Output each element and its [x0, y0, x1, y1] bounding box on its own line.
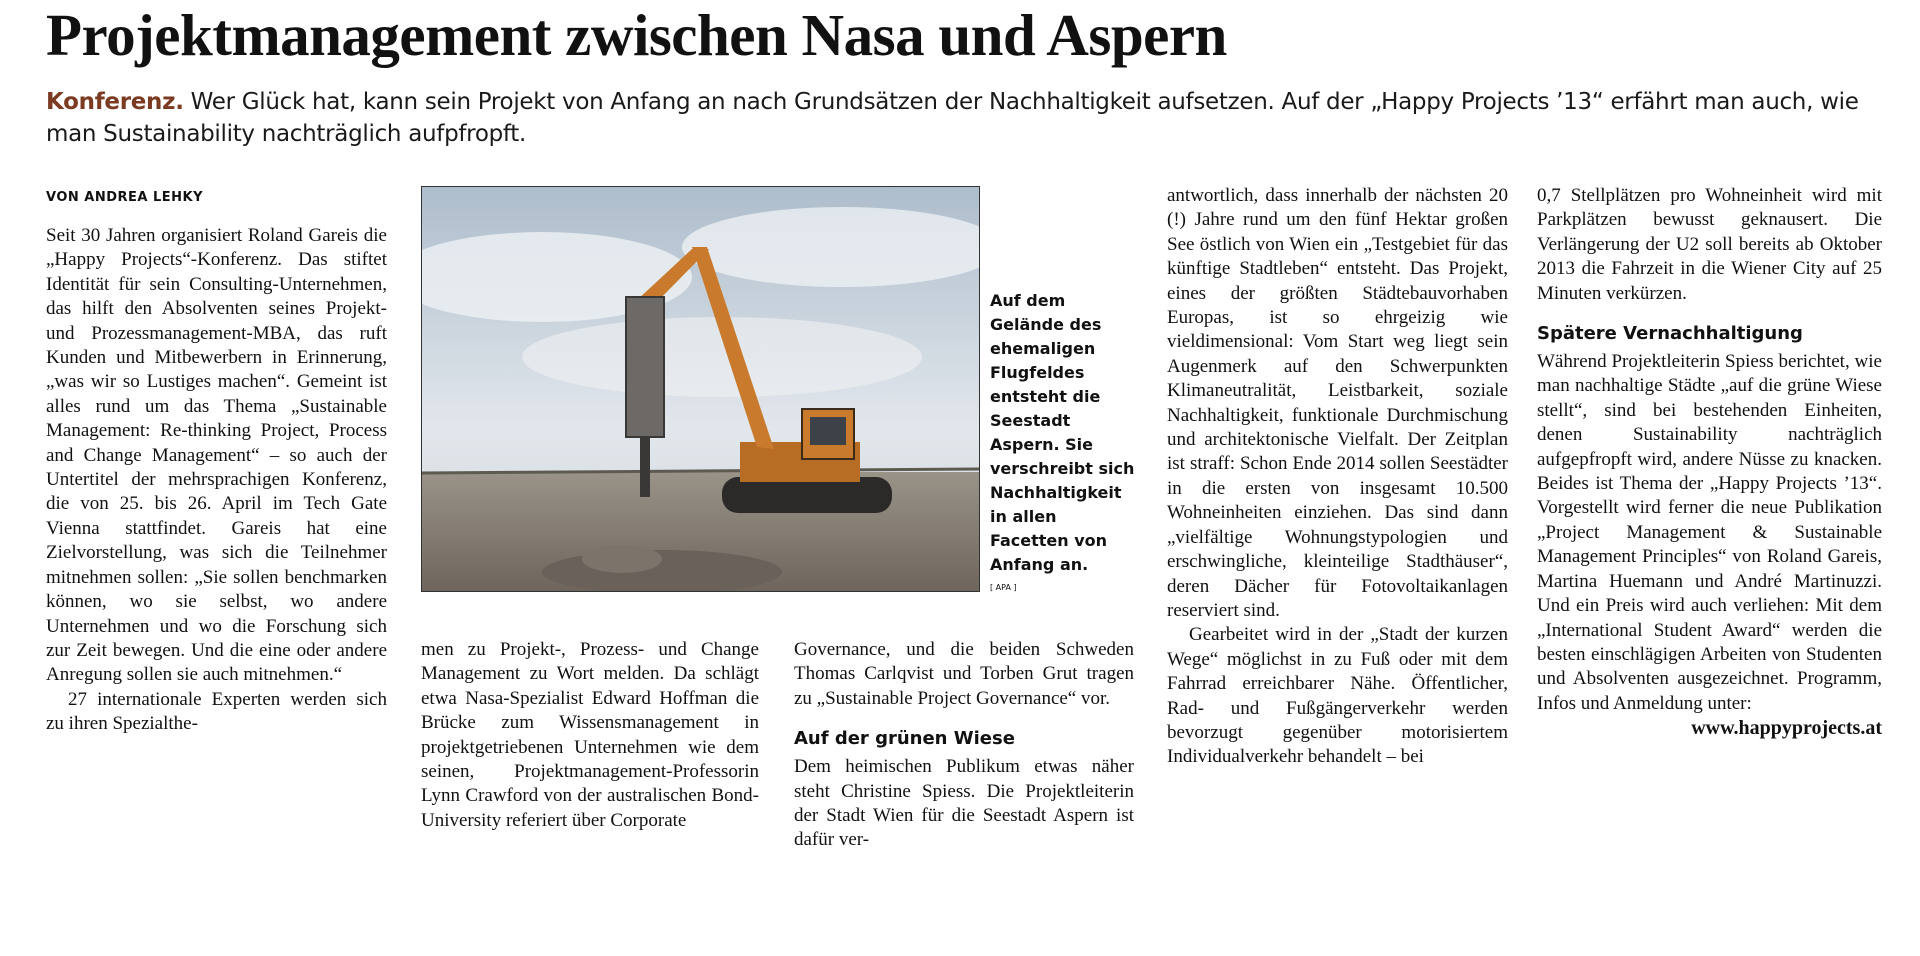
paragraph: Seit 30 Jahren organisiert Roland Gareis die „Happy Projects“-Konferenz. Das stiftet Identität für sein Consulting-Unternehmen, das hilft den Absolventen seines Projekt- und Prozessmanagement-MBA, das ruft Kunden und Mitbewerbern in Erinnerung, „was wir so Lustiges machen“. Gemeint ist alles rund um das Thema „Sustainable Management: Re-thinking Project, Process and Change Management“ – so auch der Untertitel der mehrsprachigen Konferenz, die von 25. bis 26. April im Tech Gate Vienna stattfindet. Gareis hat eine Zielvorstellung, was sich die Teilnehmer mitnehmen sollen: „Sie sollen benchmarken können, wo sie selbst, wo andere Unternehmen und wo die Forschung sich zur Zeit bewegen. Und die eine oder andere Anregung sollen sie auch mitnehmen.“ — [46, 225, 387, 686]
paragraph: Gearbeitet wird in der „Stadt der kurzen Wege“ möglichst in zu Fuß oder mit dem Fahrrad erreichbarer Nähe. Öffentlicher, Rad- und Fußgängerverkehr werden bevorzugt gegenüber motorisiertem Individualverkehr behandelt – bei — [1167, 624, 1508, 768]
paragraph: antwortlich, dass innerhalb der nächsten 20 (!) Jahre rund um den fünf Hektar großen See östlich von Wien ein „Testgebiet für das künftige Stadtleben“ entsteht. Das Projekt, eines der größten Städtebauvorhaben Europas, ist so ehrgeizig wie vieldimensional: Vom Start weg liegt sein Augenmerk auf den Schwerpunkten Klimaneutralität, Leistbarkeit, soziale Nachhaltigkeit, funktionale Durchmischung und architektonische Vielfalt. Der Zeitplan ist straff: Schon Ende 2014 sollen Seestädter in die ersten von insgesamt 10.500 Wohneinheiten einziehen. Das sind dann „vielfältige Wohnungstypologien und erschwingliche, kleinteilige Stadthäuser“, deren Dächer für Fotovoltaikanlagen reserviert sind. — [1167, 185, 1508, 621]
paragraph: 27 internationale Experten werden sich zu ihren Spezialthe- — [46, 688, 387, 735]
website-link[interactable]: www.happyprojects.at — [1691, 717, 1882, 740]
column-2 — [421, 638, 759, 833]
subheading: Auf der grünen Wiese — [794, 728, 1015, 750]
photo-credit: [ APA ] — [990, 583, 1017, 592]
subheading: Spätere Vernachhaltigung — [1537, 323, 1803, 345]
paragraph: Dem heimischen Publikum etwas näher steht Christine Spiess. Die Projektleiterin der Stadt Wien für die Seestadt Aspern ist dafür ver- — [794, 756, 1134, 851]
byline: VON ANDREA LEHKY — [46, 190, 204, 205]
paragraph: Governance, und die beiden Schweden Thomas Carlqvist und Torben Grut tragen zu „Sustainable Project Governance“ vor. — [794, 639, 1134, 709]
photo-caption — [990, 289, 1140, 595]
column-4 — [1167, 184, 1508, 770]
lead-kicker: Konferenz. — [46, 89, 184, 115]
paragraph: men zu Projekt-, Prozess- und Change Management zu Wort melden. Da schlägt etwa Nasa-Spezialist Edward Hoffman die Brücke zum Wissensmanagement in projektgetriebenen Unternehmen wie dem seinen, Projektmanagement-Professorin Lynn Crawford von der australischen Bond-University referiert über Corporate — [421, 639, 759, 831]
column-5 — [1537, 184, 1882, 741]
column-3 — [794, 638, 1134, 853]
lead-text: Wer Glück hat, kann sein Projekt von Anfang an nach Grundsätzen der Nachhaltigkeit aufsetzen. Auf der „Happy Projects ’13“ erfährt man auch, wie man Sustainability nachträglich aufpfropft. — [46, 89, 1859, 147]
article-photo — [421, 186, 980, 592]
caption-text: Auf dem Gelände des ehemaligen Flugfeldes entsteht die Seestadt Aspern. Sie verschreibt sich Nachhaltigkeit in allen Facetten von Anfang an. — [990, 291, 1135, 574]
lead-paragraph — [46, 86, 1866, 150]
headline: Projektmanagement zwischen Nasa und Aspern — [46, 2, 1227, 68]
column-1 — [46, 188, 387, 737]
paragraph: Während Projektleiterin Spiess berichtet, wie man nachhaltige Städte „auf die grüne Wiese stellt“, sind bei bestehenden Einheiten, denen Sustainability nachträglich aufgepfropft wird, andere Nüsse zu knacken. Beides ist Thema der „Happy Projects ’13“. Vorgestellt wird ferner die neue Publikation „Project Management & Sustainable Management Principles“ von Roland Gareis, Martina Huemann und André Martinuzzi. Und ein Preis wird auch verliehen: Mit dem „International Student Award“ werden die besten einschlägigen Arbeiten von Studenten und Absolventen ausgezeichnet. Programm, Infos und Anmeldung unter: — [1537, 351, 1882, 714]
excavator-photo-illustration — [422, 187, 979, 591]
paragraph: 0,7 Stellplätzen pro Wohneinheit wird mit Parkplätzen bewusst geknausert. Die Verlängerung der U2 soll bereits ab Oktober 2013 die Fahrzeit in die Wiener City auf 25 Minuten verkürzen. — [1537, 185, 1882, 304]
